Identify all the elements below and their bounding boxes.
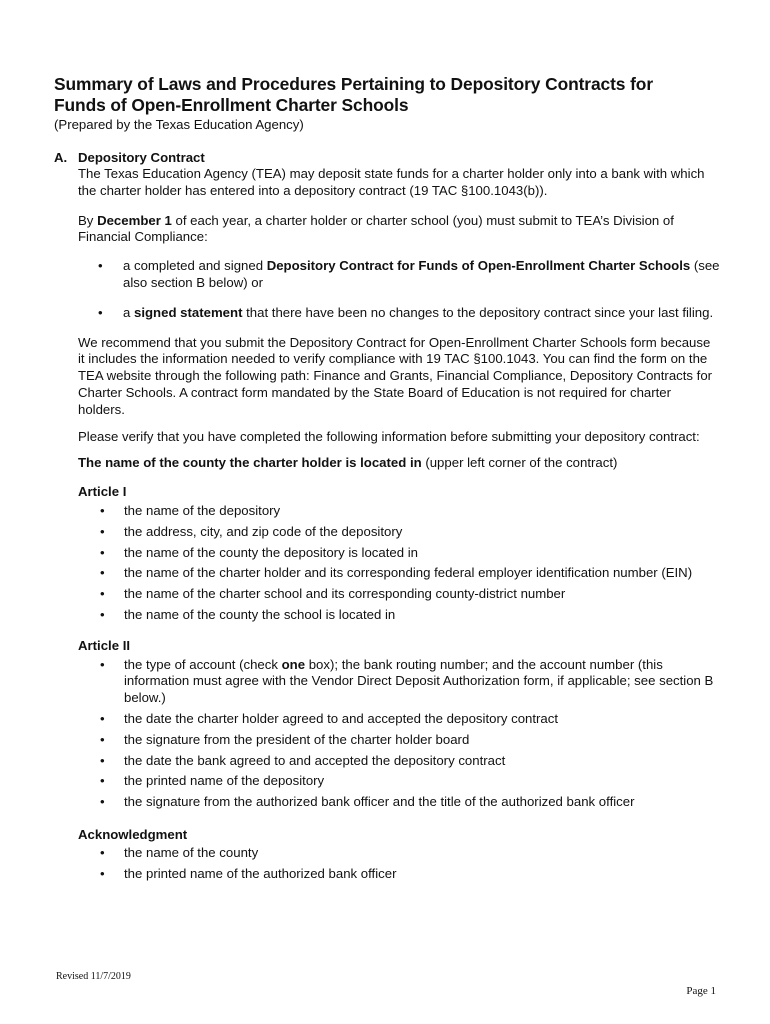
item-text: the date the bank agreed to and accepted the depository contract xyxy=(124,752,506,768)
item-text: the signature from the president of the charter holder board xyxy=(124,731,470,747)
bullet-icon: • xyxy=(100,844,105,860)
bullet-icon: • xyxy=(100,865,105,881)
item-text: the name of the county the school is located in xyxy=(124,606,396,622)
deadline-prefix: By xyxy=(78,212,98,228)
item-text: that there have been no changes to the depository contract since your last filing. xyxy=(242,304,714,320)
title-line-1: Summary of Laws and Procedures Pertaining to Depository Contracts for xyxy=(54,74,653,94)
bullet-icon: • xyxy=(100,502,105,518)
bullet-icon: • xyxy=(98,304,103,320)
list-item xyxy=(100,607,720,624)
list-item xyxy=(100,565,720,582)
recommend-paragraph: We recommend that you submit the Depository Contract for Open-Enrollment Charter Schools form because it includes the information needed to verify compliance with 19 TAC §100.1043. You can find the form on the TEA website through the following path: Finance and Grants, Financial Compliance, Depository Contracts for Charter Schools. A contract form mandated by the State Board of Education is not required for charter holders. xyxy=(78,334,713,417)
submit-list xyxy=(78,258,720,321)
page-number: Page 1 xyxy=(686,985,716,997)
item-text: a xyxy=(123,304,134,320)
deadline-suffix: of each year, a charter holder or charter school (you) must submit to TEA’s Division of Financial Compliance: xyxy=(78,212,674,245)
section-title: Depository Contract xyxy=(78,150,205,165)
article-2-heading: Article II xyxy=(78,637,131,653)
section-letter: A. xyxy=(54,150,68,165)
county-bold: The name of the county the charter holder is located in xyxy=(78,455,422,471)
item-text: (see also section B below) or xyxy=(123,258,720,290)
title-line-2: Funds of Open-Enrollment Charter Schools xyxy=(54,95,409,115)
article-2-list xyxy=(78,657,720,811)
county-paragraph xyxy=(78,455,720,472)
list-item xyxy=(100,586,720,603)
bullet-icon: • xyxy=(100,656,105,672)
article-1-list xyxy=(78,503,720,624)
list-item xyxy=(100,503,720,520)
list-item xyxy=(100,866,720,883)
item-text: the printed name of the authorized bank officer xyxy=(124,865,397,881)
item-text: box); the bank routing number; and the account number (this information must agree with the Vendor Direct Deposit Authorization form, if applicable; see section B below.) xyxy=(124,656,714,706)
county-rest: (upper left corner of the contract) xyxy=(421,455,618,471)
item-text: the name of the county xyxy=(124,844,259,860)
bullet-icon: • xyxy=(100,586,105,602)
bullet-icon: • xyxy=(100,523,105,539)
list-item xyxy=(100,732,720,749)
deadline-paragraph xyxy=(78,213,720,247)
bullet-icon: • xyxy=(100,773,105,789)
list-item xyxy=(98,305,720,322)
item-text: the printed name of the depository xyxy=(124,773,325,789)
section-a-body xyxy=(78,166,720,882)
list-item xyxy=(98,258,720,292)
acknowledgment-heading: Acknowledgment xyxy=(78,826,188,842)
subtitle: (Prepared by the Texas Education Agency) xyxy=(54,117,304,132)
deadline-date: December 1 xyxy=(97,212,172,228)
article-1-heading: Article I xyxy=(78,484,127,500)
item-bold-text: Depository Contract for Funds of Open-Enrollment Charter Schools xyxy=(266,258,691,274)
list-item xyxy=(100,657,720,707)
item-text: the type of account (check xyxy=(124,656,282,672)
item-text: the name of the charter school and its corresponding county-district number xyxy=(124,586,566,602)
bullet-icon: • xyxy=(100,752,105,768)
intro-paragraph: The Texas Education Agency (TEA) may deposit state funds for a charter holder only into a bank with which the charter holder has entered into a depository contract (19 TAC §100.1043(b)). xyxy=(78,166,705,198)
item-text: the name of the charter holder and its corresponding federal employer identification number (EIN) xyxy=(124,565,693,581)
item-text: the name of the county the depository is located in xyxy=(124,544,418,560)
list-item xyxy=(100,773,720,790)
bullet-icon: • xyxy=(100,565,105,581)
bullet-icon: • xyxy=(100,731,105,747)
item-text: the address, city, and zip code of the depository xyxy=(124,523,403,539)
list-item xyxy=(100,545,720,562)
list-item xyxy=(100,753,720,770)
document-page xyxy=(54,74,720,886)
item-text: a completed and signed xyxy=(123,258,267,274)
bullet-icon: • xyxy=(100,710,105,726)
section-a-heading xyxy=(54,150,720,166)
bullet-icon: • xyxy=(100,794,105,810)
bullet-icon: • xyxy=(100,544,105,560)
bullet-icon: • xyxy=(98,258,103,274)
bullet-icon: • xyxy=(100,606,105,622)
document-title xyxy=(54,74,720,116)
item-bold-text: one xyxy=(281,656,306,672)
list-item xyxy=(100,794,720,811)
item-bold-text: signed statement xyxy=(134,304,243,320)
verify-paragraph: Please verify that you have completed the following information before submitting your depository contract: xyxy=(78,428,700,444)
item-text: the date the charter holder agreed to and accepted the depository contract xyxy=(124,710,559,726)
acknowledgment-list xyxy=(78,845,720,883)
revised-date: Revised 11/7/2019 xyxy=(56,971,131,982)
item-text: the signature from the authorized bank officer and the title of the authorized bank officer xyxy=(124,794,635,810)
list-item xyxy=(100,711,720,728)
item-text: the name of the depository xyxy=(124,502,281,518)
list-item xyxy=(100,524,720,541)
list-item xyxy=(100,845,720,862)
